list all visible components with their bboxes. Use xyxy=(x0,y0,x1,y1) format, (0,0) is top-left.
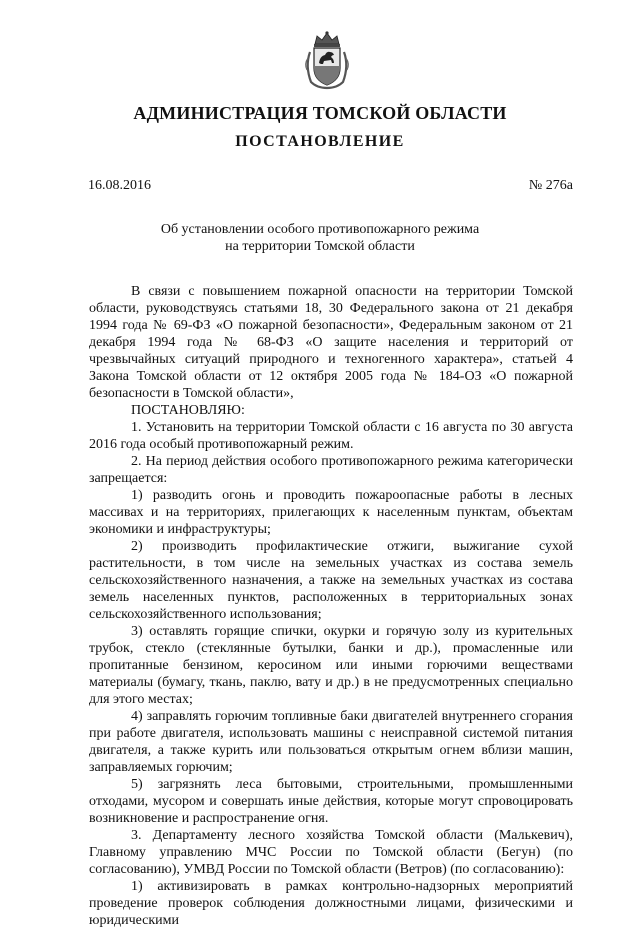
body-paragraph-decree: ПОСТАНОВЛЯЮ: xyxy=(131,403,245,418)
document-number: № 276а xyxy=(528,178,573,193)
body-paragraph: 2. На период действия особого противопожарного режима категорически запрещается: xyxy=(89,454,573,486)
body-paragraph: 3. Департаменту лесного хозяйства Томской области (Малькевич), Главному управлению МЧС России по Томской области (Бегун) (по согласованию), УМВД России по Томской области (Ветров) (по согласованию): xyxy=(89,828,573,877)
body-paragraph: 1. Установить на территории Томской области с 16 августа по 30 августа 2016 года особый противопожарный режим. xyxy=(89,420,573,452)
body-paragraph: 2) производить профилактические отжиги, выжигание сухой растительности, в том числе на земельных участках из состава земель сельскохозяйственного назначения, а также на земельных участках из состава земель населенных пунктов, расположенных в территориальных зонах сельскохозяйственного использования; xyxy=(89,539,573,622)
body-paragraph: В связи с повышением пожарной опасности на территории Томской области, руководствуясь статьями 18, 30 Федерального закона от 21 декабря 1994 года № 69-ФЗ «О пожарной безопасности», Федеральным законом от 21 декабря 1994 года № 68-ФЗ «О защите населения и территорий от чрезвычайных ситуаций природного и техногенного характера», статьей 4 Закона Томской области от 12 октября 2005 года № 184-ОЗ «О пожарной безопасности в Томской области», xyxy=(89,284,573,401)
coat-of-arms-icon xyxy=(303,30,351,90)
document-type: ПОСТАНОВЛЕНИЕ xyxy=(235,133,405,150)
body-paragraph: 4) заправлять горючим топливные баки двигателей внутреннего сгорания при работе двигателя, использовать машины с неисправной системой питания двигателя, а также курить или пользоваться открытым огнем вблизи машин, заправляемых горючим; xyxy=(89,709,573,775)
document-date: 16.08.2016 xyxy=(88,178,151,193)
document-body xyxy=(89,283,573,929)
body-paragraph: 5) загрязнять леса бытовыми, строительными, промышленными отходами, мусором и совершать иные действия, которые могут спровоцировать возникновение и распространение огня. xyxy=(89,777,573,826)
body-paragraph: 1) разводить огонь и проводить пожароопасные работы в лесных массивах и на территориях, прилегающих к населенным пунктам, объектам экономики и инфраструктуры; xyxy=(89,488,573,537)
document-title-line: Об установлении особого противопожарного режима xyxy=(160,222,480,237)
body-paragraph: 3) оставлять горящие спички, окурки и горячую золу из курительных трубок, стекло (стеклянные бутылки, банки и др.), промасленные или пропитанные бензином, керосином или иными горючими веществами материалы (бумагу, ткань, паклю, вату и др.) в не предусмотренных специально для этого местах; xyxy=(89,624,573,707)
document-title-line: на территории Томской области xyxy=(225,239,415,254)
document-title xyxy=(0,221,640,255)
body-paragraph: 1) активизировать в рамках контрольно-надзорных мероприятий проведение проверок соблюдения должностными лицами, физическими и юридическими xyxy=(89,879,573,928)
organization-name: АДМИНИСТРАЦИЯ ТОМСКОЙ ОБЛАСТИ xyxy=(133,103,507,123)
